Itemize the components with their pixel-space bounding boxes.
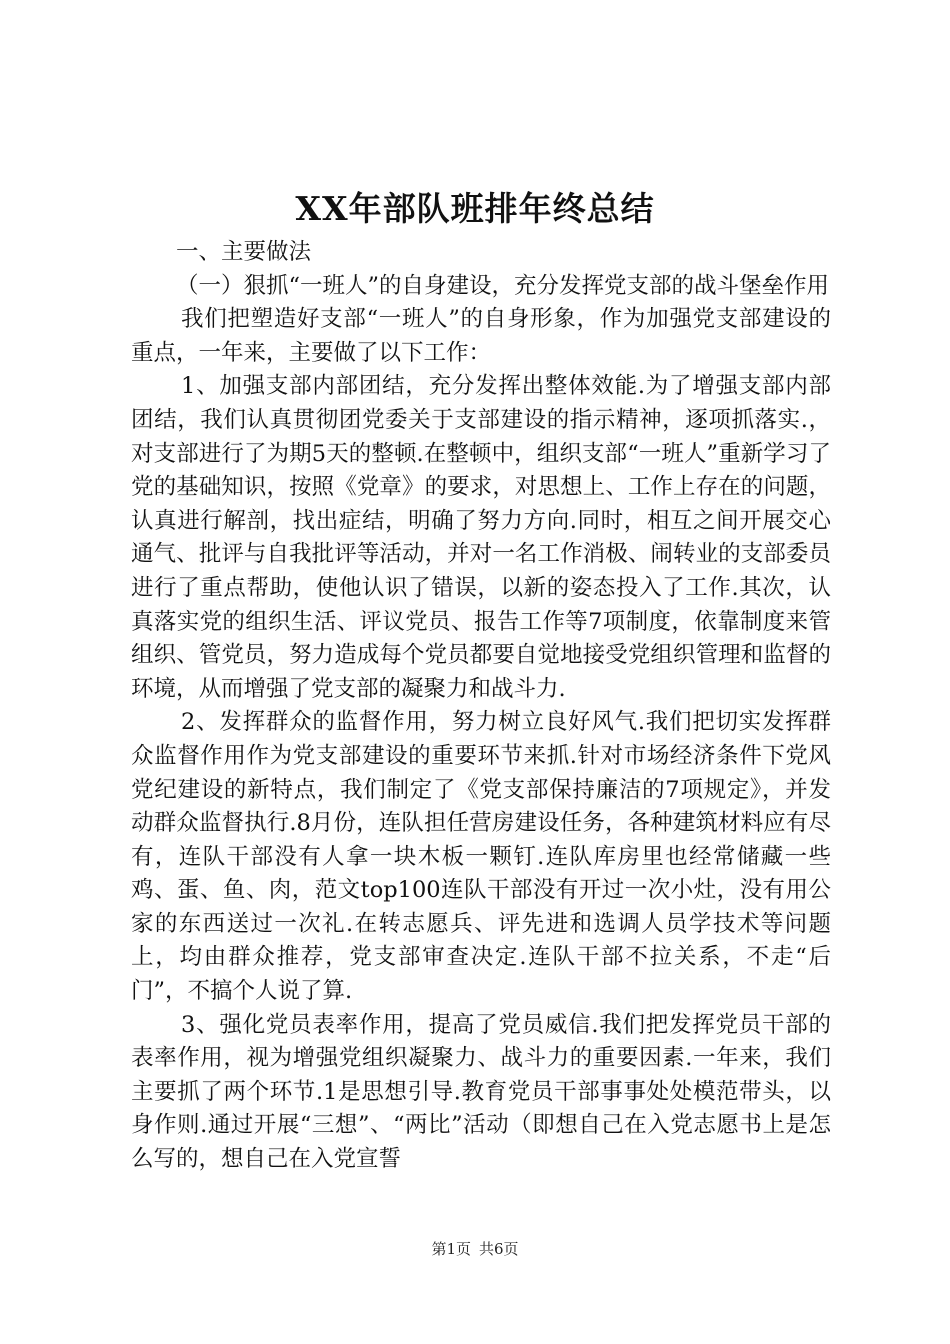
body-paragraph: 2、发挥群众的监督作用，努力树立良好风气.我们把切实发挥群众监督作用作为党支部建设的重要环节来抓.针对市场经济条件下党风党纪建设的新特点，我们制定了《党支部保持廉洁的7项规定》，并发动群众监督执行.8月份，连队担任营房建设任务，各种建筑材料应有尽有，连队干部没有人拿一块木板一颗钉.连队库房里也经常储藏一些鸡、蛋、鱼、肉，范文top100连队干部没有开过一次小灶，没有用公家的东西送过一次礼.在转志愿兵、评先进和选调人员学技术等问题上，均由群众推荐，党支部审查决定.连队干部不拉关系，不走“后门”，不搞个人说了算. (131, 709, 831, 1005)
body-paragraph: 1、加强支部内部团结，充分发挥出整体效能.为了增强支部内部团结，我们认真贯彻团党委关于支部建设的指示精神，逐项抓落实.，对支部进行了为期5天的整顿.在整顿中，组织支部“一班人”重新学习了党的基础知识，按照《党章》的要求，对思想上、工作上存在的问题，认真进行解剖，找出症结，明确了努力方向.同时，相互之间开展交心通气、批评与自我批评等活动，并对一名工作消极、闹转业的支部委员进行了重点帮助，使他认识了错误，以新的姿态投入了工作.其次，认真落实党的组织生活、评议党员、报告工作等7项制度，依靠制度来管组织、管党员，努力造成每个党员都要自觉地接受党组织管理和监督的环境，从而增强了党支部的凝聚力和战斗力. (131, 373, 831, 702)
page-total: 共6页 (479, 1240, 519, 1258)
subsection-heading: （一）狠抓“一班人”的自身建设，充分发挥党支部的战斗堡垒作用 (176, 272, 830, 299)
document-title: XX年部队班排年终总结 (295, 189, 655, 228)
document-body (131, 236, 831, 1177)
section-heading: 一、主要做法 (176, 239, 312, 265)
body-paragraph: 我们把塑造好支部“一班人”的自身形象，作为加强党支部建设的重点，一年来，主要做了以下工作： (131, 306, 831, 366)
body-paragraph: 3、强化党员表率作用，提高了党员威信.我们把发挥党员干部的表率作用，视为增强党组织凝聚力、战斗力的重要因素.一年来，我们主要抓了两个环节.1是思想引导.教育党员干部事事处处模范带头，以身作则.通过开展“三想”、“两比”活动（即想自己在入党志愿书上是怎么写的，想自己在入党宣誓 (131, 1011, 831, 1173)
page-footer (0, 1238, 950, 1260)
page-number: 第1页 (431, 1240, 471, 1258)
